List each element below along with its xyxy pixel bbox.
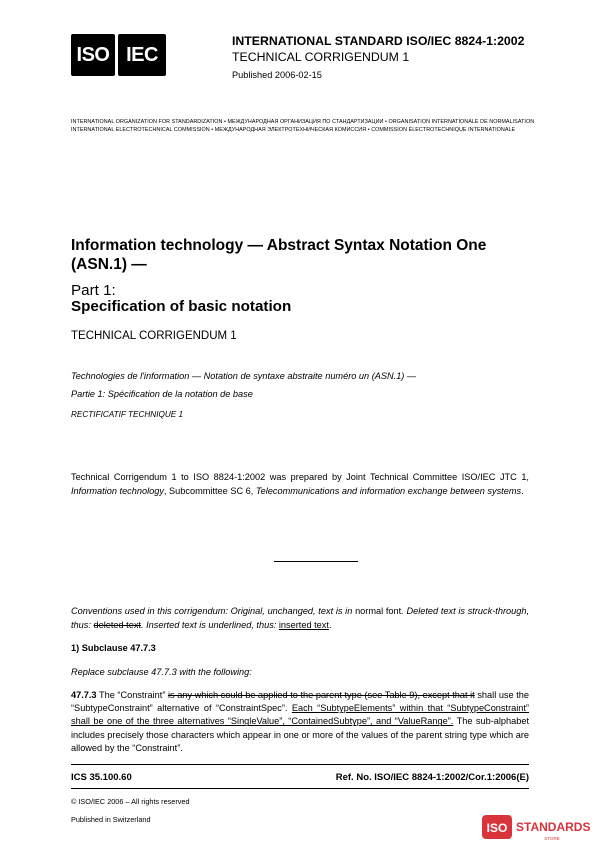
part-title: Specification of basic notation [71, 298, 292, 315]
ics-code: ICS 35.100.60 [71, 772, 132, 783]
iec-logo: IEC [118, 34, 166, 76]
store-iso-text: ISO [486, 821, 508, 835]
store-name: STANDARDS [516, 820, 591, 834]
standards-store-logo [480, 812, 594, 844]
intro-paragraph: Technical Corrigendum 1 to ISO 8824-1:2002 was prepared by Joint Technical Committee ISO/IEC JTC 1, Information technology, Subcommittee SC 6, Telecommunications and information exchange between systems. [71, 472, 529, 496]
document-title: Information technology — Abstract Syntax Notation One (ASN.1) — [71, 237, 487, 273]
clause-paragraph: 47.7.3 The “Constraint” is any which could be applied to the parent type (see Table 9), except that it shall use the “SubtypeConstraint” alternative of “ConstraintSpec”. Each “SubtypeElements” within that “SubtypeConstraint” shall be one of the three alternatives “SingleValue”, “ContainedSubtype”, and “ValueRange”. The sub-alphabet includes precisely those characters which appear in one or more of the values of the parent string type which are allowed by the “Constraint”. [71, 690, 530, 753]
footer-rule-top [71, 764, 529, 765]
standard-title: INTERNATIONAL STANDARD ISO/IEC 8824-1:2002 [232, 34, 525, 48]
section-heading: 1) Subclause 47.7.3 [71, 643, 156, 653]
divider-line [274, 561, 358, 562]
deleted-text-example: deleted text [93, 619, 141, 630]
technical-corrigendum-heading: TECHNICAL CORRIGENDUM 1 [71, 330, 237, 342]
french-corrigendum-heading: RECTIFICATIF TECHNIQUE 1 [71, 410, 184, 419]
organizations-line-2: INTERNATIONAL ELECTROTECHNICAL COMMISSION • МЕЖДУНАРОДНАЯ ЭЛЕКТРОТЕХНИЧЕСКАЯ КОМИССИЯ • COMMISSION ÉLECTROTECHNIQUE INTERNATIONALE [71, 127, 516, 133]
copyright: © ISO/IEC 2006 – All rights reserved [71, 797, 190, 806]
store-tag: STORE [544, 836, 560, 841]
french-title: Technologies de l'information — Notation de syntaxe abstraite numéro un (ASN.1) — [71, 371, 417, 381]
part-label: Part 1: [71, 282, 116, 299]
inserted-text-example: inserted text [278, 619, 329, 630]
french-part-title: Partie 1: Spécification de la notation de base [71, 389, 253, 399]
reference-number: Ref. No. ISO/IEC 8824-1:2002/Cor.1:2006(E) [335, 772, 529, 783]
inserted-text: Each “SubtypeElements” within that “SubtypeConstraint” shall be one of the three alternatives “SingleValue”, “ContainedSubtype”, and “ValueRange”. [71, 703, 529, 727]
corrigendum-label: TECHNICAL CORRIGENDUM 1 [232, 50, 410, 64]
conventions-paragraph: Conventions used in this corrigendum: Original, unchanged, text is in normal font. Deleted text is struck-through, thus: deleted text. Inserted text is underlined, thus: inserted text. [71, 606, 529, 630]
deleted-text: is any which could be applied to the parent type (see Table 9), except that it [167, 690, 475, 700]
replace-instruction: Replace subclause 47.7.3 with the following: [71, 667, 252, 677]
published-in: Published in Switzerland [71, 815, 151, 824]
iso-logo: ISO [71, 34, 115, 76]
organizations-line-1: INTERNATIONAL ORGANIZATION FOR STANDARDIZATION • МЕЖДУНАРОДНАЯ ОРГАНИЗАЦИЯ ПО СТАНДАРТИЗАЦИИ • ORGANISATION INTERNATIONALE DE NORMALISATION [71, 119, 535, 125]
publication-date: Published 2006-02-15 [232, 70, 322, 80]
footer-rule-bottom [71, 788, 529, 789]
